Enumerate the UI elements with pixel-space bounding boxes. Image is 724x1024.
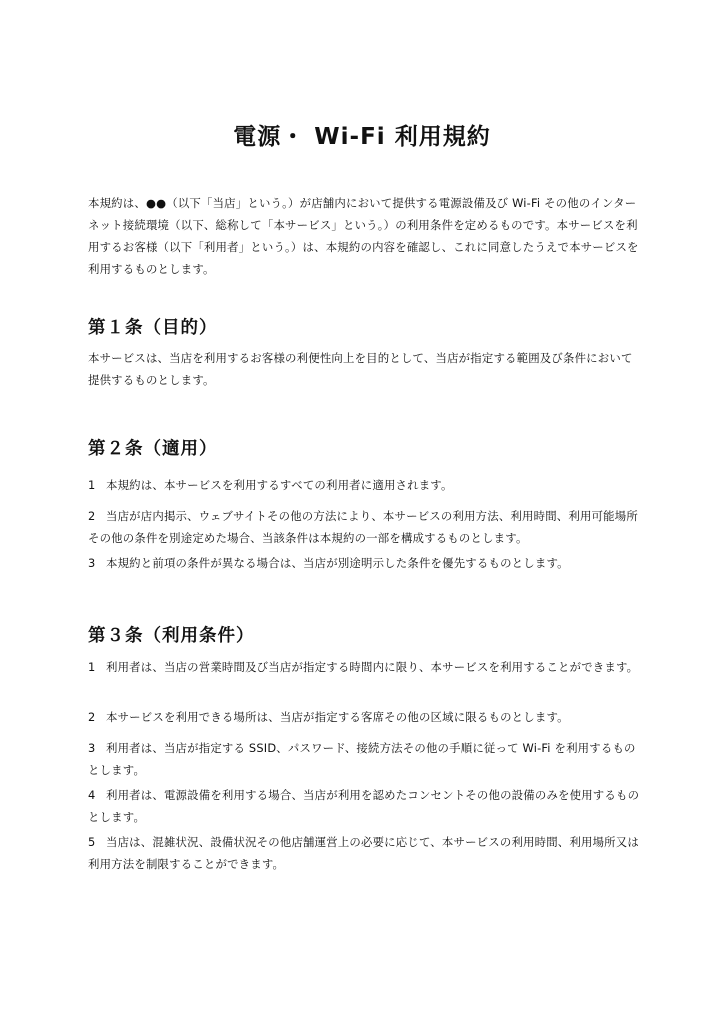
article-3-clause-2	[88, 706, 640, 728]
article-3-clause-4	[88, 784, 640, 828]
article-2-clause-3	[88, 552, 640, 574]
clause-text: 当店が店内掲示、ウェブサイトその他の方法により、本サービスの利用方法、利用時間、利用可能場所その他の条件を別途定めた場合、当該条件は本規約の一部を構成するものとします。	[88, 509, 638, 545]
clause-number: 1	[88, 660, 96, 674]
clause-number: 1	[88, 478, 96, 492]
clause-text: 本規約と前項の条件が異なる場合は、当店が別途明示した条件を優先するものとします。	[106, 556, 569, 570]
clause-number: 2	[88, 509, 96, 523]
clause-text: 本規約は、本サービスを利用するすべての利用者に適用されます。	[106, 478, 453, 492]
clause-text: 当店は、混雑状況、設備状況その他店舗運営上の必要に応じて、本サービスの利用時間、利用場所又は利用方法を制限することができます。	[88, 835, 639, 871]
clause-number: 4	[88, 788, 96, 802]
article-3-heading: 第３条（利用条件）	[88, 626, 255, 646]
article-3-clause-3	[88, 737, 640, 781]
article-2-clause-1	[88, 474, 640, 496]
article-1-paragraph: 本サービスは、当店を利用するお客様の利便性向上を目的として、当店が指定する範囲及び条件において提供するものとします。	[88, 351, 633, 387]
clause-number: 2	[88, 710, 96, 724]
article-3-clause-1	[88, 656, 640, 678]
document-title: 電源・ Wi-Fi 利用規約	[233, 124, 491, 150]
article-2-clause-2	[88, 505, 640, 549]
clause-number: 3	[88, 556, 96, 570]
clause-text: 利用者は、当店が指定する SSID、パスワード、接続方法その他の手順に従って Wi-Fi を利用するものとします。	[88, 741, 636, 777]
article-1-heading: 第１条（目的）	[88, 318, 218, 338]
clause-number: 3	[88, 741, 96, 755]
clause-text: 利用者は、当店の営業時間及び当店が指定する時間内に限り、本サービスを利用することができます。	[106, 660, 639, 674]
intro-paragraph: 本規約は、●●（以下「当店」という。）が店舗内において提供する電源設備及び Wi-Fi その他のインターネット接続環境（以下、総称して「本サービス」という。）の利用条件を定めるものです。本サービスを利用するお客様（以下「利用者」という。）は、本規約の内容を確認し、これに同意したうえで本サービスを利用するものとします。	[88, 196, 639, 276]
clause-text: 本サービスを利用できる場所は、当店が指定する客席その他の区域に限るものとします。	[106, 710, 569, 724]
clause-number: 5	[88, 835, 96, 849]
article-3-clause-5	[88, 831, 640, 875]
clause-text: 利用者は、電源設備を利用する場合、当店が利用を認めたコンセントその他の設備のみを使用するものとします。	[88, 788, 640, 824]
article-2-heading: 第２条（適用）	[88, 439, 218, 459]
